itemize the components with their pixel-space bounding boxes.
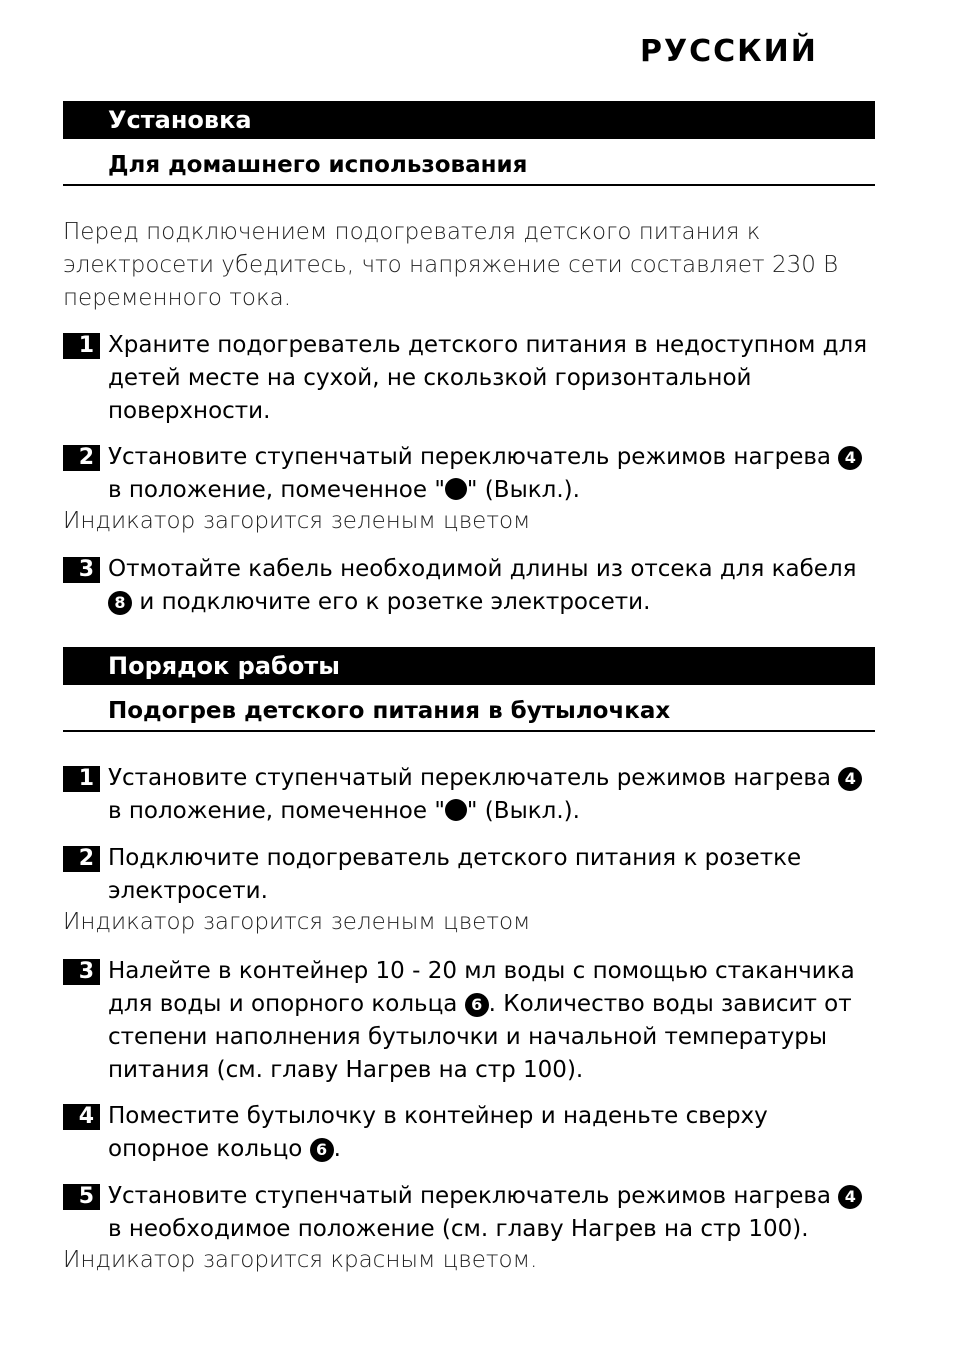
operation-step-3 <box>63 955 875 1087</box>
step-text: Налейте в контейнер 10 - 20 мл воды с помощью стаканчика для воды и опорного кольца 6 . Количество воды зависит от степени наполнения бутылочки и начальной температуры питания (см. главу Нагрев на стр 100). <box>108 958 855 1083</box>
step-number: 3 <box>63 557 100 583</box>
install-step-1 <box>63 329 875 428</box>
indicator-note: Индикатор загорится зеленым цветом <box>63 508 531 534</box>
step-number: 4 <box>63 1104 100 1130</box>
step-text: Установите ступенчатый переключатель режимов нагрева 4 в необходимое положение (см. главу Нагрев на стр 100). <box>108 1180 875 1246</box>
indicator-note-red: Индикатор загорится красным цветом. <box>63 1247 538 1273</box>
reference-number-icon: 8 <box>108 591 132 615</box>
step-text: Установите ступенчатый переключатель режимов нагрева 4 в положение, помеченное " " (Выкл.). <box>108 762 875 828</box>
reference-number-icon: 6 <box>465 993 489 1017</box>
install-step-2 <box>63 441 875 507</box>
language-title: РУССКИЙ <box>640 34 818 69</box>
indicator-note: Индикатор загорится зеленым цветом <box>63 909 531 935</box>
off-symbol-icon <box>445 478 467 500</box>
section-heading-installation: Установка <box>63 101 875 139</box>
section-heading-operation: Порядок работы <box>63 647 875 685</box>
step-number: 2 <box>63 445 100 471</box>
intro-paragraph: Перед подключением подогревателя детского питания к электросети убедитесь, что напряжение сети составляет 230 В переменного тока. <box>63 219 839 311</box>
operation-step-1 <box>63 762 875 828</box>
step-text: Установите ступенчатый переключатель режимов нагрева 4 в положение, помеченное " " (Выкл.). <box>108 441 875 507</box>
step-number: 1 <box>63 333 100 359</box>
step-number: 1 <box>63 766 100 792</box>
subheading-bottle-warming: Подогрев детского питания в бутылочках <box>63 698 875 732</box>
reference-number-icon: 6 <box>310 1138 334 1162</box>
subheading-home-use: Для домашнего использования <box>63 152 875 186</box>
step-text: Отмотайте кабель необходимой длины из отсека для кабеля 8 и подключите его к розетке электросети. <box>108 556 857 615</box>
step-text: Подключите подогреватель детского питания к розетке электросети. <box>108 845 802 904</box>
step-number: 3 <box>63 959 100 985</box>
install-step-3 <box>63 553 875 619</box>
step-number: 5 <box>63 1184 100 1210</box>
reference-number-icon: 4 <box>838 446 862 470</box>
step-text: Храните подогреватель детского питания в недоступном для детей месте на сухой, не скользкой горизонтальной поверхности. <box>108 332 868 424</box>
step-number: 2 <box>63 846 100 872</box>
operation-step-2 <box>63 842 875 908</box>
operation-step-5 <box>63 1180 875 1246</box>
operation-step-4 <box>63 1100 875 1166</box>
reference-number-icon: 4 <box>838 767 862 791</box>
step-text: Поместите бутылочку в контейнер и наденьте сверху опорное кольцо 6 . <box>108 1103 768 1162</box>
off-symbol-icon <box>445 799 467 821</box>
reference-number-icon: 4 <box>838 1185 862 1209</box>
